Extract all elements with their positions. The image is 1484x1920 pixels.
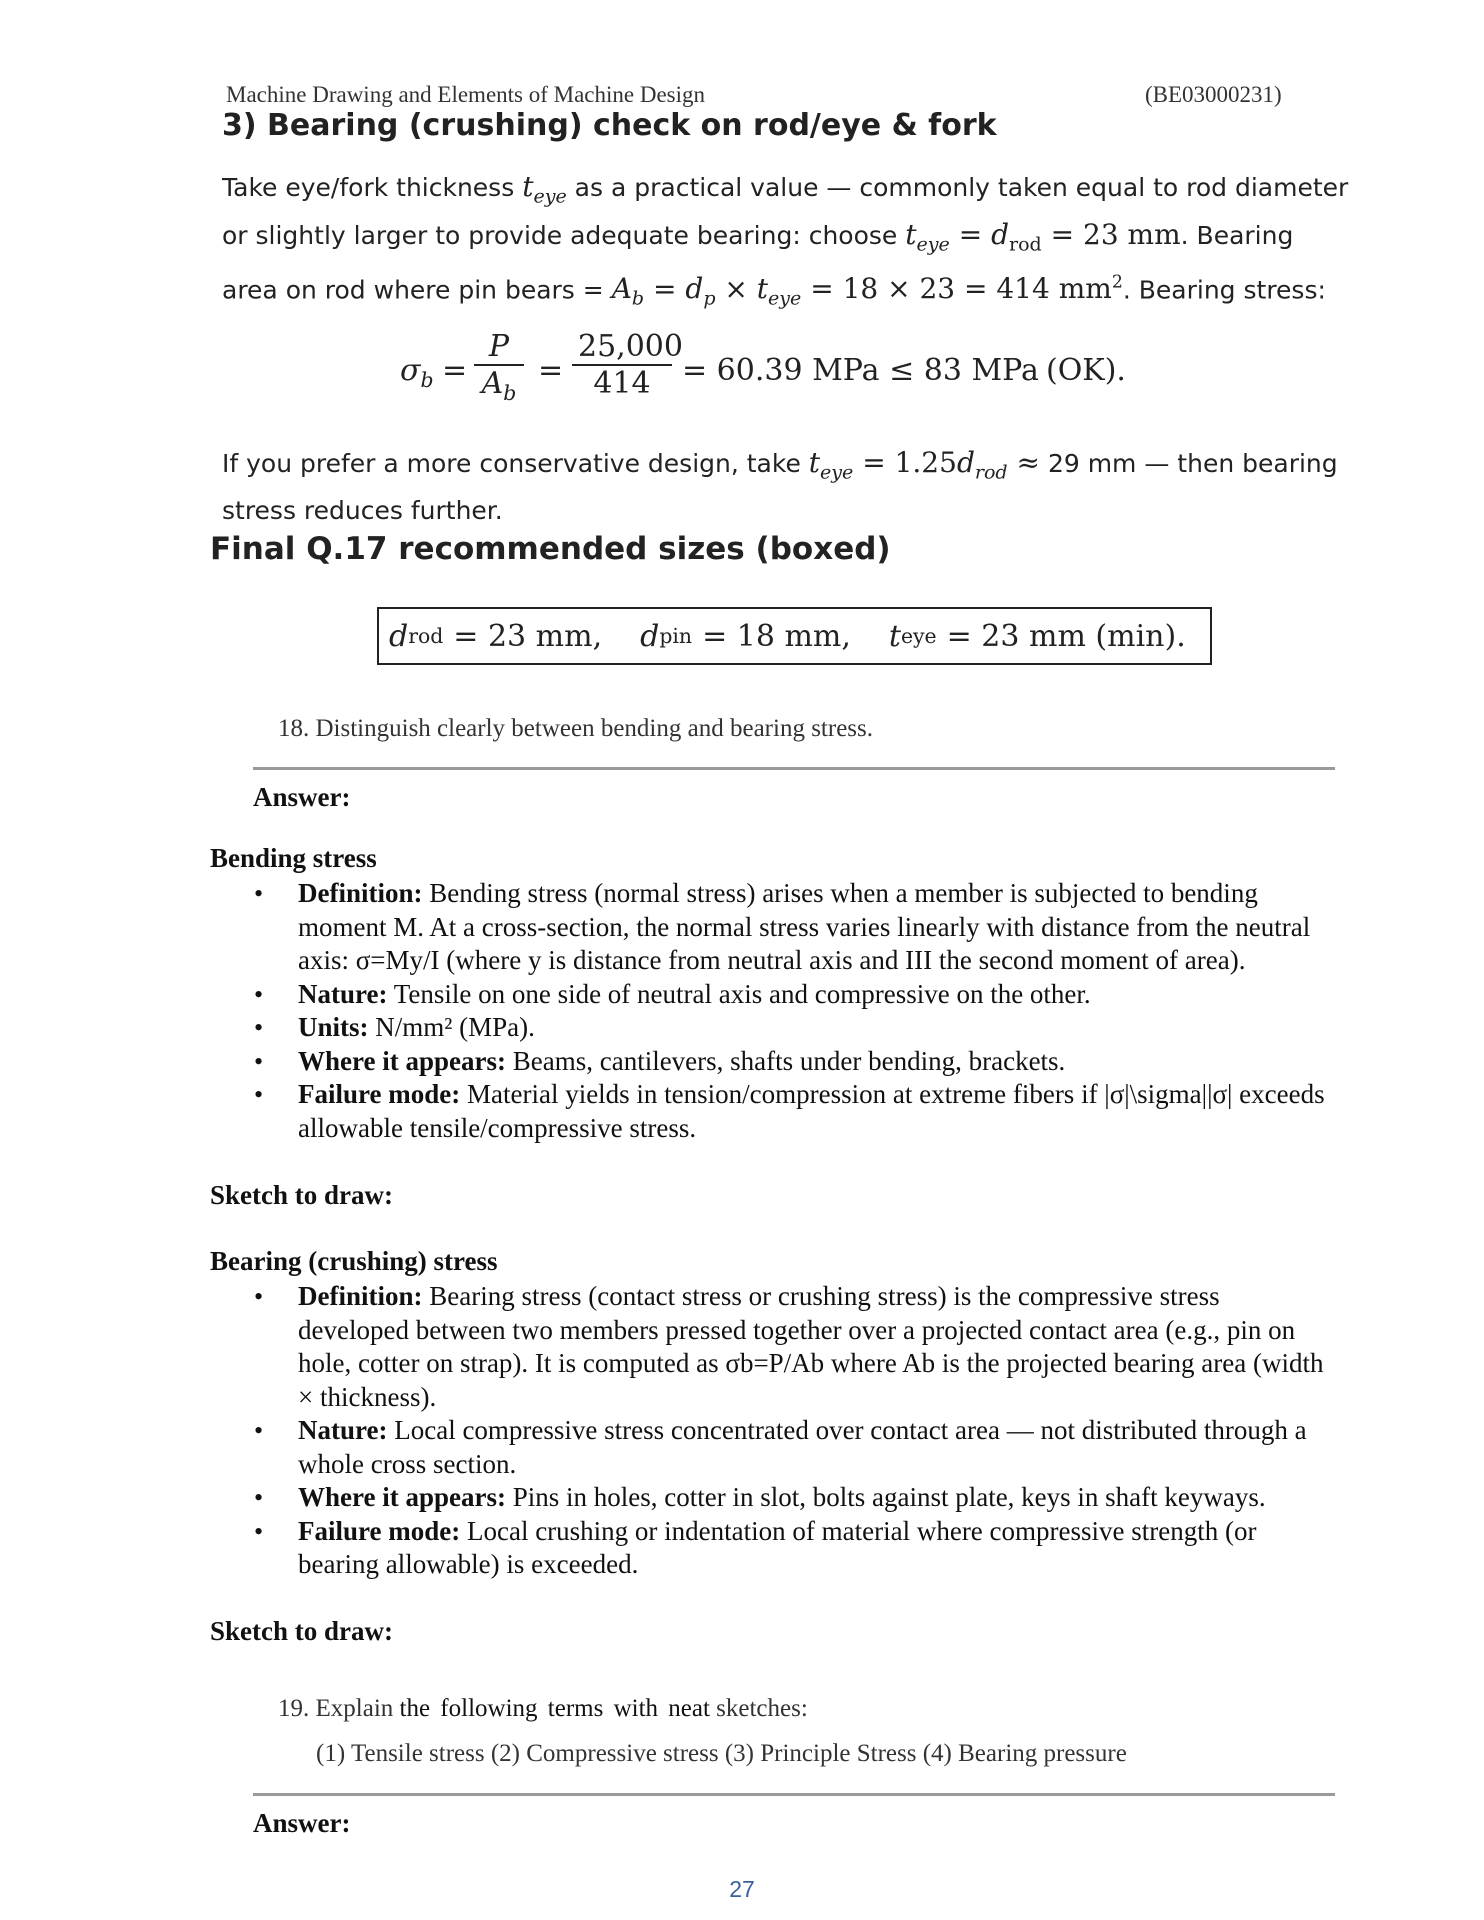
item-text: Local compressive stress concentrated over contact area — not distributed through a whole cross section. [298, 1415, 1307, 1479]
final-sizes-box: d rod = 23 mm, d pin = 18 mm, t eye = 23 mm (min). [377, 607, 1212, 665]
math: $d_p$ [685, 272, 716, 310]
item-text: Beams, cantilevers, shafts under bending, brackets. [505, 1045, 1066, 1076]
answer-label: Answer: [253, 1808, 351, 1838]
equals-sign: = [442, 353, 468, 388]
bearing-heading: Bearing (crushing) stress [210, 1246, 498, 1276]
divider [253, 1793, 1335, 1796]
list-item [210, 1045, 1336, 1079]
text: area on rod where pin bears = [222, 275, 612, 305]
question-19-terms: (1) Tensile stress (2) Compressive stress (3) Principle Stress (4) Bearing pressure [316, 1740, 1127, 1767]
answer-label: Answer: [253, 782, 351, 812]
text: Take eye/fork thickness [222, 173, 523, 202]
list-item [210, 1414, 1336, 1481]
fraction-p-over-ab: P $A_b$ [474, 329, 524, 405]
math: $A_b$ [611, 272, 645, 310]
question-19: 19. Explain the following terms with neat sketches: [278, 1695, 808, 1722]
list-item [210, 1078, 1336, 1145]
question-18: 18. Distinguish clearly between bending and bearing stress. [278, 715, 873, 742]
math: = [644, 272, 686, 306]
math: $t_{eye}$ [808, 446, 854, 484]
bending-sketch-label: Sketch to draw: [210, 1180, 393, 1210]
text: as a practical value — commonly taken equal to rod diameter [566, 173, 1349, 202]
list-item [210, 978, 1336, 1012]
item-label: Where it appears: [298, 1482, 506, 1512]
item-label: Failure mode: [298, 1515, 461, 1546]
pin-value: = 18 mm, [702, 618, 851, 654]
rod-value: = 23 mm, [453, 618, 603, 654]
fraction-values: 25,000 414 [572, 329, 672, 401]
item-text: Local crushing or indentation of material where compressive strength (or bearing allowable) is exceeded. [298, 1515, 1257, 1579]
section-title: 3) Bearing (crushing) check on rod/eye & fork [222, 108, 997, 143]
final-sizes-title: Final Q.17 recommended sizes (boxed) [210, 531, 891, 567]
math: $t_{eye}$ [522, 170, 567, 208]
item-text: Pins in holes, cotter in slot, bolts against plate, keys in shaft keyways. [505, 1482, 1266, 1512]
text: or slightly larger to provide adequate bearing: choose [222, 221, 906, 250]
paragraph-line [222, 172, 1348, 212]
paragraph-line: stress reduces further. [222, 496, 503, 525]
math: d [991, 218, 1009, 251]
item-label: Units: [298, 1012, 369, 1042]
list-item [210, 877, 1336, 978]
text: . Bearing stress: [1122, 275, 1326, 305]
header-title: Machine Drawing and Elements of Machine Design [226, 82, 706, 107]
item-label: Definition: [298, 878, 423, 908]
math: $t_{eye}$ [756, 272, 802, 310]
text: . Bearing [1180, 221, 1294, 250]
math: $t_{eye}$ [905, 218, 950, 256]
bending-list [210, 877, 1336, 1145]
math: × [715, 272, 757, 306]
text: 29 mm — then bearing [1040, 449, 1338, 478]
divider [253, 767, 1335, 770]
item-text: Bending stress (normal stress) arises when a member is subjected to bending moment M. At a cross-section, the normal stress varies linearly with distance from the neutral axis: σ=My/I (where y is distance from neutral axis and III the second moment of area). [298, 878, 1311, 975]
bending-heading: Bending stress [210, 843, 377, 873]
list-item [210, 1481, 1336, 1515]
item-label: Failure mode: [298, 1079, 461, 1109]
equation-result: = 60.39 MPa ≤ 83 MPa [682, 353, 1039, 388]
paragraph-line [222, 268, 1326, 314]
item-label: Nature: [298, 978, 388, 1009]
list-item [210, 1280, 1336, 1414]
item-text: Material yields in tension/compression at extreme fibers if |σ|\sigma||σ| exceeds allowable tensile/compressive stress. [298, 1079, 1325, 1143]
text: If you prefer a more conservative design, take [222, 449, 809, 478]
item-label: Where it appears: [298, 1045, 506, 1076]
equals-sign: = [538, 353, 564, 388]
math: $_{rod}$ = 23 mm [1009, 218, 1181, 256]
sigma-symbol: $\sigma_b$ [400, 353, 434, 392]
math: $d_{rod}$ [956, 446, 1008, 484]
header-course-code: (BE03000231) [1145, 82, 1282, 107]
item-text: N/mm² (MPa). [368, 1012, 535, 1042]
bearing-list [210, 1280, 1336, 1582]
item-label: Nature: [298, 1415, 388, 1445]
bearing-sketch-label: Sketch to draw: [210, 1616, 393, 1646]
item-text: Tensile on one side of neutral axis and compressive on the other. [387, 978, 1091, 1009]
math: = 18 × 23 = 414 $mm^2$ [801, 272, 1123, 306]
ok-label: (OK). [1046, 353, 1126, 388]
math: = [949, 218, 992, 251]
item-text: Bearing stress (contact stress or crushing stress) is the compressive stress developed between two members pressed together over a projected contact area (e.g., pin on hole, cotter on strap). It is computed as σb=P/Ab where Ab is the projected bearing area (width × thickness). [298, 1281, 1324, 1412]
eye-value: = 23 mm (min). [946, 618, 1186, 654]
paragraph-line [222, 220, 1293, 260]
list-item [210, 1011, 1336, 1045]
item-label: Definition: [298, 1281, 423, 1311]
paragraph-line [222, 448, 1338, 488]
page-number: 27 [729, 1876, 755, 1902]
math: ≈ [1007, 446, 1040, 479]
list-item [210, 1515, 1336, 1582]
math: = 1.25 [853, 446, 957, 479]
